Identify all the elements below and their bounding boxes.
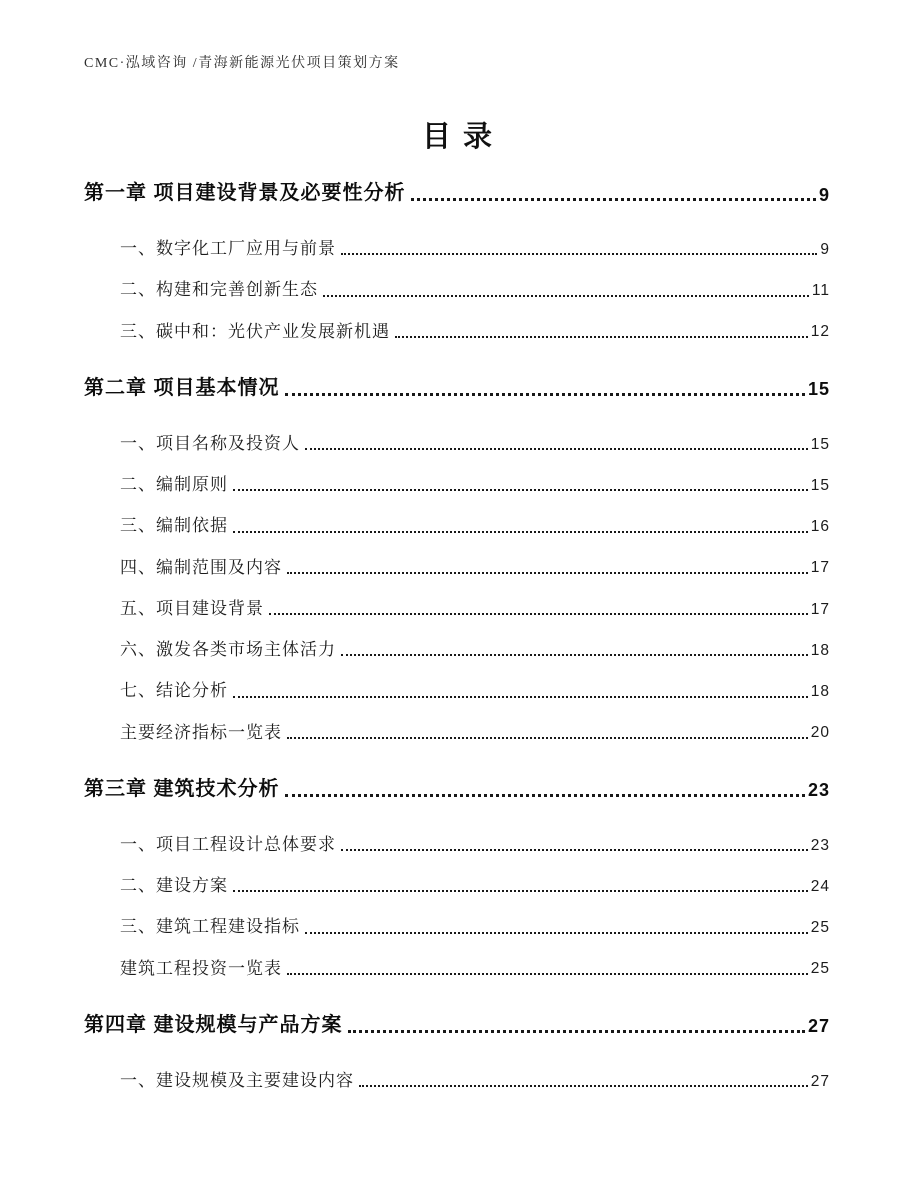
toc-dot-leader — [411, 198, 816, 201]
toc-page-number: 15 — [810, 476, 830, 494]
toc-entry-label: 三、编制依据 — [120, 516, 228, 536]
toc-page-number: 27 — [807, 1016, 830, 1037]
toc-page-number: 23 — [810, 836, 830, 854]
toc-page-number: 16 — [810, 518, 830, 536]
toc-entry-label: 二、编制原则 — [120, 475, 228, 494]
toc-entry-label: 四、编制范围及内容 — [120, 557, 282, 577]
toc-title: 目录 — [421, 121, 504, 153]
toc-page-number: 18 — [810, 641, 830, 659]
toc-entry-label: 二、建设方案 — [120, 876, 228, 895]
toc-chapter-row[interactable] — [84, 181, 830, 206]
toc-item-row[interactable] — [84, 238, 830, 259]
toc-page-number: 20 — [810, 724, 830, 742]
toc-item-row[interactable] — [84, 557, 830, 578]
toc-item-row[interactable] — [84, 515, 830, 536]
toc-dot-leader — [341, 253, 817, 255]
toc-item-row[interactable] — [84, 433, 830, 454]
toc-item-row[interactable] — [84, 279, 830, 300]
toc-page-number: 9 — [820, 240, 830, 258]
toc-page-number: 9 — [818, 184, 830, 205]
toc-page-number: 27 — [810, 1072, 830, 1090]
toc-dot-leader — [323, 295, 809, 297]
toc-entry-label: 建筑工程投资一览表 — [120, 958, 282, 978]
toc-entry-label: 一、项目名称及投资人 — [120, 433, 300, 453]
toc-entry-label: 三、建筑工程建设指标 — [120, 917, 300, 937]
toc-page-number: 24 — [810, 877, 830, 895]
toc-page-number: 25 — [810, 919, 830, 937]
toc-item-row[interactable] — [84, 321, 830, 342]
toc-item-row[interactable] — [84, 722, 830, 743]
toc-item-row[interactable] — [84, 680, 830, 701]
toc-page-number: 11 — [811, 282, 830, 300]
toc-page-number: 18 — [810, 683, 830, 701]
toc-item-row[interactable] — [84, 834, 830, 855]
toc-dot-leader — [233, 890, 808, 892]
toc-item-row[interactable] — [84, 958, 830, 979]
toc-dot-leader — [341, 654, 808, 656]
toc-entry-label: 一、数字化工厂应用与前景 — [120, 239, 336, 258]
toc-item-row[interactable] — [84, 1070, 830, 1091]
toc-dot-leader — [287, 737, 808, 739]
toc-dot-leader — [341, 849, 808, 851]
toc-dot-leader — [305, 932, 808, 934]
toc-page-number: 17 — [810, 600, 830, 618]
toc-dot-leader — [348, 1030, 805, 1033]
toc-page-number: 23 — [807, 780, 830, 801]
toc-chapter-row[interactable] — [84, 376, 830, 401]
toc-page-number: 15 — [810, 435, 830, 453]
toc-entry-label: 一、项目工程设计总体要求 — [120, 834, 336, 854]
toc-dot-leader — [269, 613, 808, 615]
toc-list — [84, 181, 830, 1091]
toc-dot-leader — [233, 531, 808, 533]
toc-entry-label: 三、碳中和：光伏产业发展新机遇 — [120, 321, 390, 341]
toc-page-number: 12 — [810, 323, 830, 341]
toc-item-row[interactable] — [84, 639, 830, 660]
toc-dot-leader — [233, 489, 808, 491]
toc-entry-label: 主要经济指标一览表 — [120, 722, 282, 742]
toc-item-row[interactable] — [84, 875, 830, 896]
toc-entry-label: 七、结论分析 — [120, 681, 228, 701]
toc-entry-label: 第一章 项目建设背景及必要性分析 — [84, 182, 406, 204]
toc-entry-label: 二、构建和完善创新生态 — [120, 280, 318, 300]
toc-entry-label: 一、建设规模及主要建设内容 — [120, 1070, 354, 1090]
toc-dot-leader — [287, 973, 808, 975]
toc-entry-label: 第二章 项目基本情况 — [84, 376, 280, 399]
toc-dot-leader — [285, 794, 805, 797]
toc-page-number: 25 — [810, 960, 830, 978]
toc-page-number: 17 — [810, 559, 830, 577]
toc-dot-leader — [285, 393, 805, 396]
toc-dot-leader — [359, 1085, 808, 1087]
toc-item-row[interactable] — [84, 598, 830, 619]
toc-entry-label: 六、激发各类市场主体活力 — [120, 640, 336, 659]
toc-dot-leader — [287, 572, 808, 574]
toc-entry-label: 五、项目建设背景 — [120, 598, 264, 618]
toc-dot-leader — [233, 696, 808, 698]
toc-dot-leader — [395, 336, 808, 338]
toc-item-row[interactable] — [84, 474, 830, 495]
toc-entry-label: 第三章 建筑技术分析 — [84, 777, 280, 800]
toc-item-row[interactable] — [84, 916, 830, 937]
toc-chapter-row[interactable] — [84, 1013, 830, 1038]
toc-page-number: 15 — [807, 379, 830, 400]
document-header: CMC·泓域咨询 /青海新能源光伏项目策划方案 — [84, 56, 400, 71]
toc-chapter-row[interactable] — [84, 777, 830, 802]
toc-entry-label: 第四章 建设规模与产品方案 — [84, 1013, 343, 1036]
toc-dot-leader — [305, 448, 808, 450]
